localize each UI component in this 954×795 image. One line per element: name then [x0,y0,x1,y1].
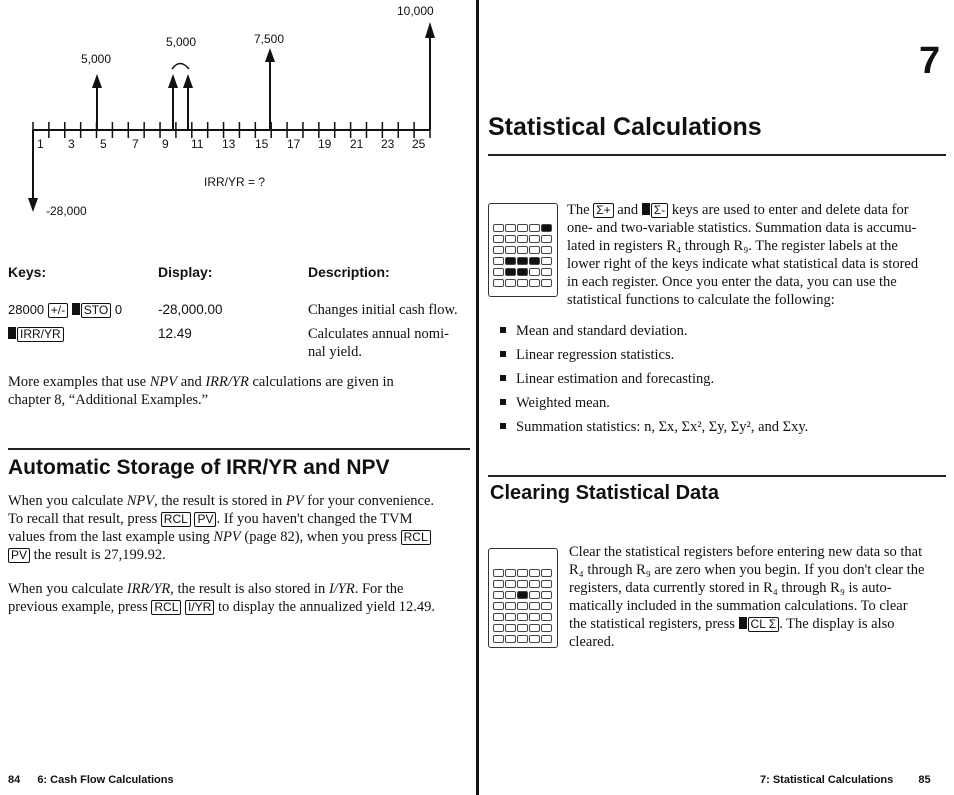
keys-register: 0 [114,302,123,317]
calculator-key-icon [517,613,528,621]
calculator-key-icon [517,569,528,577]
table-header-display: Display: [158,264,213,280]
recall-key: RCL [161,512,191,527]
paragraph-line: lower right of the keys indicate what statistical data is stored [567,256,919,272]
calculator-key-icon [505,257,516,265]
calculator-key-icon [529,235,540,243]
table-header-keys: Keys: [8,264,47,280]
axis-tick-label: 1 [37,137,44,151]
table-header-description: Description: [308,264,390,280]
paragraph-line: in each register. Once you enter the data, you can use the [567,274,897,290]
paragraph-line: The Σ+ and Σ- keys are used to enter and delete data for [567,202,909,218]
calculator-key-icon [493,257,504,265]
calculator-key-icon [541,613,552,621]
calculator-key-icon [541,257,552,265]
paragraph-line: the statistical registers, press CL Σ . The display is also [569,616,895,632]
calculator-key-icon [505,635,516,643]
calculator-key-icon [529,569,540,577]
page-number: 84 [8,774,21,786]
paragraph-line: previous example, press RCL I/YR to display the annualized yield 12.49. [8,599,436,615]
description-line: nal yield. [308,344,362,360]
calculator-key-icon [493,613,504,621]
calculator-key-icon [493,224,504,232]
calculator-key-icon [517,279,528,287]
calculator-key-icon [541,580,552,588]
calculator-key-icon [505,613,516,621]
calculator-key-icon [529,580,540,588]
section-title-automatic-storage: Automatic Storage of IRR/YR and NPV [8,456,390,479]
axis-tick-label: 5 [100,137,107,151]
page-number: 85 [918,774,931,786]
calculator-key-icon [505,569,516,577]
recall-key: RCL [151,600,181,615]
shift-key-icon [642,203,650,215]
paragraph-line: lated in registers R₄ through R₉. The register labels at the [567,238,898,254]
calculator-key-icon [541,602,552,610]
list-item: Summation statistics: n, Σx, Σx², Σy, Σy², and Σxy. [500,418,808,442]
calculator-key-icon [517,224,528,232]
clearing-paragraph [569,543,951,651]
cash-flow-label-period9-10: 5,000 [166,35,197,49]
calculator-key-icon [529,246,540,254]
calculator-key-icon [493,246,504,254]
calculator-key-icon [541,224,552,232]
list-item: Linear estimation and forecasting. [500,370,808,394]
paragraph-line: R₄ through R₉ are zero when you begin. If you don't clear the [569,562,925,578]
calculator-key-icon [517,246,528,254]
calculator-key-icon [493,279,504,287]
paragraph-line: registers, data currently stored in R₄ through R₉ is auto- [569,580,892,596]
calculator-key-icon [529,591,540,599]
paragraph-line: More examples that use NPV and IRR/YR calculations are given in [8,374,394,390]
section-rule [488,475,946,477]
calculator-keyboard-icon [488,548,558,648]
statistics-intro-paragraph [567,201,949,309]
calculator-key-icon [529,279,540,287]
calculator-key-icon [517,635,528,643]
calculator-key-icon [541,591,552,599]
sigma-plus-key: Σ+ [593,203,613,218]
pv-key: PV [8,548,30,563]
shift-key-icon [739,617,747,629]
shift-key-icon [72,303,80,315]
calculator-key-icon [517,268,528,276]
chapter-rule [488,154,946,156]
calculator-key-icon [505,591,516,599]
shift-key-icon [8,327,16,339]
axis-tick-label: 21 [350,137,364,151]
calculator-key-icon [541,569,552,577]
display-value: -28,000.00 [158,302,223,317]
i-yr-key: I/YR [185,600,214,615]
calculator-key-icon [505,268,516,276]
pv-key: PV [194,512,216,527]
calculator-key-icon [529,624,540,632]
paragraph-line: When you calculate IRR/YR, the result is also stored in I/YR. For the [8,581,404,597]
axis-tick-label: 9 [162,137,169,151]
calculator-key-icon [541,268,552,276]
display-value: 12.49 [158,326,192,341]
chapter-title: Statistical Calculations [488,113,762,141]
table-row [8,302,122,318]
calculator-key-icon [505,224,516,232]
calculator-key-icon [529,635,540,643]
sigma-minus-key: Σ- [651,203,668,218]
description-cell: Changes initial cash flow. [308,302,458,318]
statistics-bullet-list [500,322,808,442]
section-rule [8,448,470,450]
paragraph-line: statistical functions to calculate the following: [567,292,835,308]
axis-tick-label: 3 [68,137,75,151]
calculator-key-icon [541,246,552,254]
paragraph-line: values from the last example using NPV (page 82), when you press RCL [8,528,470,546]
store-key: STO [81,303,111,318]
chapter-number: 7 [919,40,941,82]
calculator-key-icon [493,591,504,599]
calculator-key-icon [505,235,516,243]
calculator-key-icon [529,224,540,232]
calculator-key-icon [529,613,540,621]
calculator-key-icon [517,602,528,610]
table-row [8,326,64,342]
axis-tick-label: 25 [412,137,426,151]
calculator-key-icon [541,279,552,287]
list-item: Weighted mean. [500,394,808,418]
cash-flow-label-period25: 10,000 [397,4,434,18]
calculator-key-icon [517,591,528,599]
cash-flow-label-period4: 5,000 [81,52,112,66]
calculator-key-icon [493,635,504,643]
diagram-caption: IRR/YR = ? [204,175,266,189]
more-examples-paragraph [8,373,468,409]
calculator-key-icon [505,580,516,588]
calculator-key-icon [541,235,552,243]
calculator-key-icon [505,279,516,287]
calculator-key-icon [493,602,504,610]
section-title-clearing: Clearing Statistical Data [490,482,719,504]
calculator-key-icon [493,624,504,632]
paragraph-line: When you calculate NPV, the result is stored in PV for your convenience. [8,493,435,509]
calculator-key-icon [505,246,516,254]
calculator-key-icon [517,624,528,632]
paragraph-line: chapter 8, “Additional Examples.” [8,392,209,408]
calculator-key-icon [529,602,540,610]
left-footer [8,774,174,786]
calculator-key-icon [529,257,540,265]
page-divider [476,0,479,795]
footer-chapter: 7: Statistical Calculations [760,774,894,786]
paragraph-line: one- and two-variable statistics. Summation data is accumu- [567,220,917,236]
calculator-keyboard-icon [488,203,558,297]
keys-number: 28000 [8,302,45,317]
description-line: Calculates annual nomi- [308,326,449,342]
calculator-key-icon [541,624,552,632]
storage-paragraph-1 [8,492,470,564]
paragraph-line: cleared. [569,634,615,650]
calculator-key-icon [517,580,528,588]
list-item: Linear regression statistics. [500,346,808,370]
paragraph-line: PV the result is 27,199.92. [8,546,470,564]
cash-flow-label-period15: 7,500 [254,32,285,46]
storage-paragraph-2 [8,580,470,616]
axis-tick-label: 23 [381,137,395,151]
axis-tick-label: 19 [318,137,332,151]
axis-tick-label: 11 [191,137,204,151]
calculator-key-icon [505,624,516,632]
calculator-key-icon [529,268,540,276]
change-sign-key: +/- [48,303,68,318]
irr-yr-key: IRR/YR [17,327,64,342]
recall-key: RCL [401,530,431,545]
axis-tick-label: 15 [255,137,269,151]
calculator-key-icon [517,257,528,265]
cash-flow-label-initial: -28,000 [46,204,87,218]
cash-flow-diagram-svg [0,0,470,230]
calculator-key-icon [517,235,528,243]
paragraph-line: Clear the statistical registers before entering new data so that [569,544,923,560]
right-footer [760,774,931,786]
list-item: Mean and standard deviation. [500,322,808,346]
footer-chapter: 6: Cash Flow Calculations [37,774,174,786]
description-cell [308,325,449,361]
axis-tick-label: 17 [287,137,301,151]
axis-tick-label: 13 [222,137,236,151]
calculator-key-icon [541,635,552,643]
calculator-key-icon [493,569,504,577]
calculator-key-icon [493,580,504,588]
calculator-key-icon [505,602,516,610]
axis-tick-label: 7 [132,137,139,151]
calculator-key-icon [493,235,504,243]
paragraph-line: matically included in the summation calculations. To clear [569,598,908,614]
paragraph-line: To recall that result, press RCL PV . If you haven't changed the TVM [8,511,413,527]
calculator-key-icon [493,268,504,276]
clear-sigma-key: CL Σ [748,617,780,632]
